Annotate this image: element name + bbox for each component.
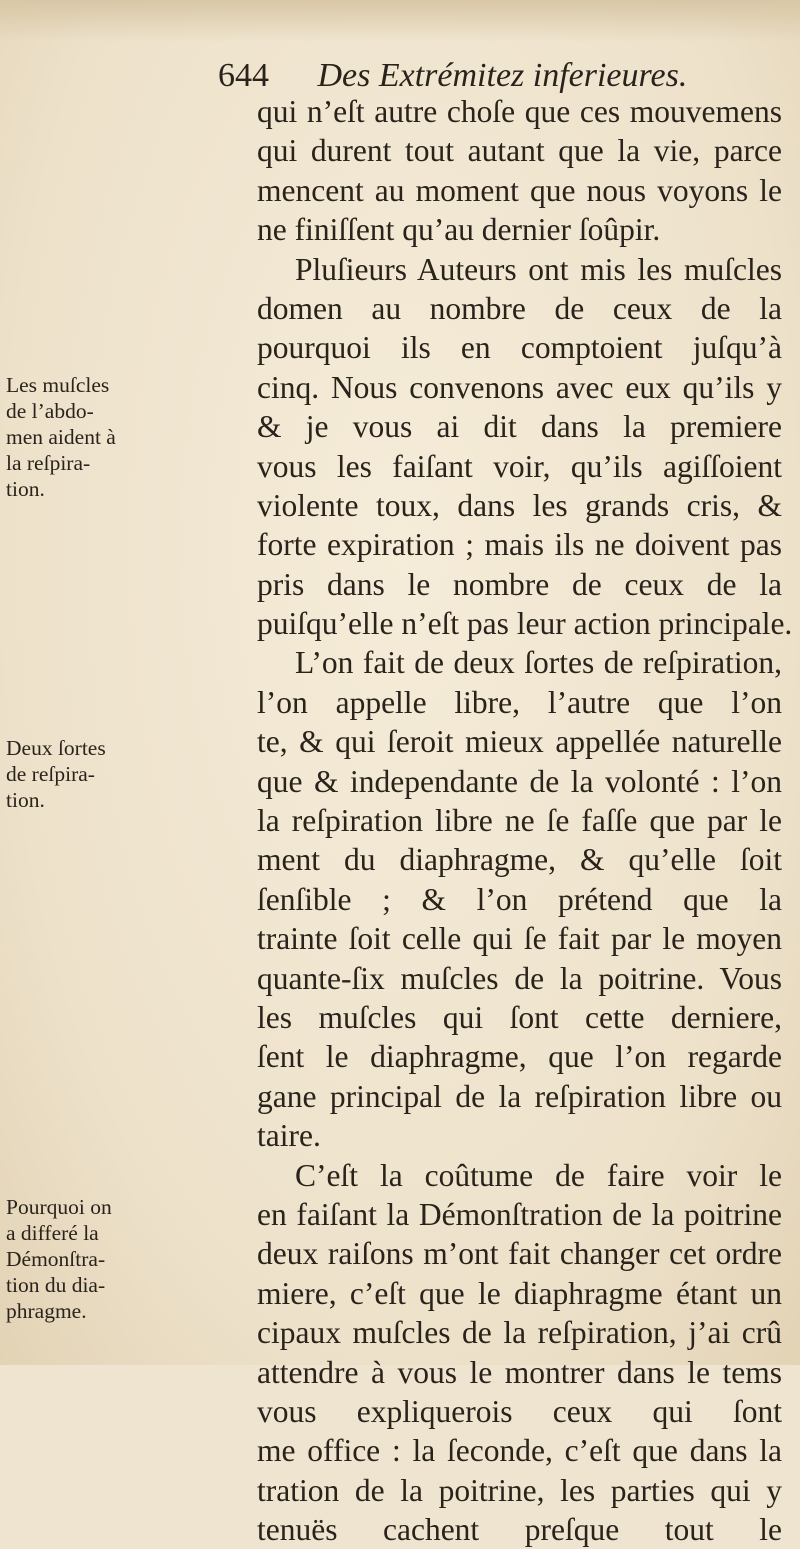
text-line: C’eſt la coûtume de faire voir le (295, 1157, 782, 1193)
text-line: deux raiſons m’ont fait changer cet ordre (257, 1236, 782, 1272)
body-text (257, 92, 793, 1549)
text-line: ſent le diaphragme, que l’on regarde (257, 1039, 782, 1075)
text-line: cipaux muſcles de la reſpiration, j’ai crû (257, 1315, 782, 1351)
margin-note-line: Deux ſortes (6, 736, 106, 760)
text-line: tration de la poitrine, les parties qui y (257, 1472, 782, 1508)
text-line: quante-ſix muſcles de la poitrine. Vous (257, 960, 782, 996)
page-header (218, 56, 698, 96)
text-line: ne finiſſent qu’au dernier ſoûpir. (257, 212, 661, 248)
text-line: te, & qui ſeroit mieux appellée naturelle (257, 724, 782, 760)
text-line: pourquoi ils en comptoient juſqu’à (257, 330, 782, 366)
text-line: domen au nombre de ceux de la (257, 290, 782, 326)
text-line: tenuës cachent preſque tout le (257, 1512, 782, 1548)
text-line: que & independante de la volonté : l’on (257, 763, 782, 799)
margin-note-line: la reſpira- (6, 451, 91, 475)
text-line: l’on appelle libre, l’autre que l’on (257, 684, 782, 720)
text-line: attendre à vous le montrer dans le tems (257, 1354, 782, 1390)
margin-note-line: de l’abdo- (6, 399, 94, 423)
text-line: trainte ſoit celle qui ſe fait par le moyen (257, 921, 782, 957)
page-number: 644 (218, 57, 269, 94)
text-line: les muſcles qui ſont cette derniere, (257, 999, 782, 1035)
margin-note-line: Pourquoi on (6, 1195, 112, 1219)
text-line: me office : la ſeconde, c’eſt que dans la (257, 1433, 782, 1469)
text-line: mencent au moment que nous voyons le (257, 172, 782, 208)
margin-note-line: Les muſcles (6, 373, 110, 397)
margin-note-line: tion. (6, 477, 45, 501)
running-title: Des Extrémitez inferieures. (317, 57, 688, 94)
text-line: & je vous ai dit dans la premiere (257, 409, 782, 445)
margin-note-line: tion. (6, 788, 45, 812)
margin-note-line: de reſpira- (6, 762, 95, 786)
text-line: gane principal de la reſpiration libre ou (257, 1078, 782, 1114)
text-line: vous les faiſant voir, qu’ils agiſſoient (257, 448, 782, 484)
text-line: puiſqu’elle n’eſt pas leur action principale. (257, 606, 793, 642)
margin-note-diaphragm-delay (6, 1194, 216, 1324)
margin-note-abdomen-muscles (6, 372, 216, 502)
margin-note-line: Démonſtra- (6, 1247, 106, 1271)
text-line: taire. (257, 1118, 321, 1154)
margin-note-two-respirations (6, 735, 216, 813)
text-line: qui durent tout autant que la vie, parce (257, 133, 782, 169)
text-line: ſenſible ; & l’on prétend que la (257, 881, 782, 917)
text-line: pris dans le nombre de ceux de la (257, 566, 782, 602)
text-line: cinq. Nous convenons avec eux qu’ils y (257, 369, 782, 405)
text-line: Pluſieurs Auteurs ont mis les muſcles (295, 251, 782, 287)
margin-note-line: a differé la (6, 1221, 99, 1245)
text-line: ment du diaphragme, & qu’elle ſoit (257, 842, 782, 878)
margin-note-line: tion du dia- (6, 1273, 106, 1297)
text-line: forte expiration ; mais ils ne doivent pas (257, 527, 782, 563)
text-line: violente toux, dans les grands cris, & (257, 487, 782, 523)
text-line: en faiſant la Démonſtration de la poitrine (257, 1196, 782, 1232)
text-line: miere, c’eſt que le diaphragme étant un (257, 1275, 782, 1311)
margin-note-line: phragme. (6, 1299, 87, 1323)
text-line: vous expliquerois ceux qui ſont (257, 1393, 782, 1429)
margin-note-line: men aident à (6, 425, 116, 449)
text-line: L’on fait de deux ſortes de reſpiration, (295, 645, 782, 681)
page-top-edge (0, 0, 800, 42)
text-line: qui n’eſt autre choſe que ces mouvemens (257, 94, 782, 129)
text-line: la reſpiration libre ne ſe faſſe que par le (257, 803, 782, 839)
